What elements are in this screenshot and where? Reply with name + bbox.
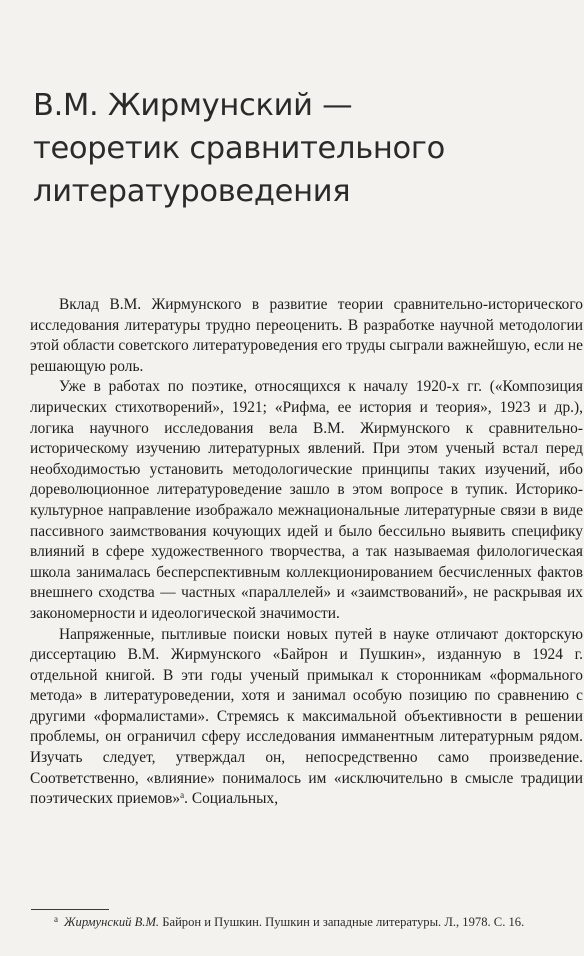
paragraph (30, 625, 583, 810)
paragraph: Вклад В.М. Жирмунского в развитие теории сравнительно-исторического исследования литературы трудно переоценить. В разработке научной методологии этой области советского литературоведения его труды сыграли важнейшую, если не решающую роль. (30, 296, 583, 375)
chapter-title (33, 84, 573, 213)
footnote-reference: а (180, 790, 185, 801)
chapter-title-line: В.М. Жирмунский — (33, 88, 353, 123)
paragraph-text: Напряженные, пытливые поиски новых путей в науке отличают докторскую диссертацию В.М. Жирмунского «Байрон и Пушкин», изданную в 1924 г. отдельной книгой. В эти годы ученый примыкал к сторонникам «формального метода» в литературоведении, хотя и занимал особую позицию по сравнению с другими «формалистами». Стремясь к максимальной объективности в решении проблемы, он ограничил сферу исследования имманентным литературным рядом. Изучать следует, утверждал он, непосредственно само произведение. Соответственно, «влияние» понималось им «исключительно в смысле традиции поэтических приемов» (30, 625, 583, 808)
footnote-author: Жирмунский В.М. (64, 915, 160, 929)
chapter-title-line: теоретик сравнительного (33, 131, 445, 166)
paragraph: Уже в работах по поэтике, относящихся к началу 1920-х гг. («Композиция лирических стихотворений», 1921; «Рифма, ее история и теория», 1923 и др.), логика научного исследования вела В.М. Жирмунского к сравнительно-историческому изучению литературных явлений. При этом ученый встал перед необходимостью установить методологические принципы таких изучений, ибо дореволюционное литературоведение зашло в этом вопросе в тупик. Историко-культурное направление изображало межнациональные литературные связи в виде пассивного заимствования кочующих идей и было бессильно выявить специфику влияний в сфере художественного творчества, а так называемая филологическая школа занималась бесперспективным коллекционированием бесчисленных фактов внешнего сходства — частных «параллелей» и «заимствований», не раскрывая их закономерности и идеологической значимости. (30, 378, 583, 622)
chapter-title-line: литературоведения (33, 174, 351, 209)
footnote-separator (31, 909, 109, 910)
footnote-marker: а (54, 914, 58, 924)
paragraph-tail: . Социальных, (184, 790, 279, 808)
footnote-text: Байрон и Пушкин. Пушкин и западные литературы. Л., 1978. С. 16. (159, 915, 525, 929)
footnote (30, 914, 583, 931)
body-text (30, 295, 583, 810)
